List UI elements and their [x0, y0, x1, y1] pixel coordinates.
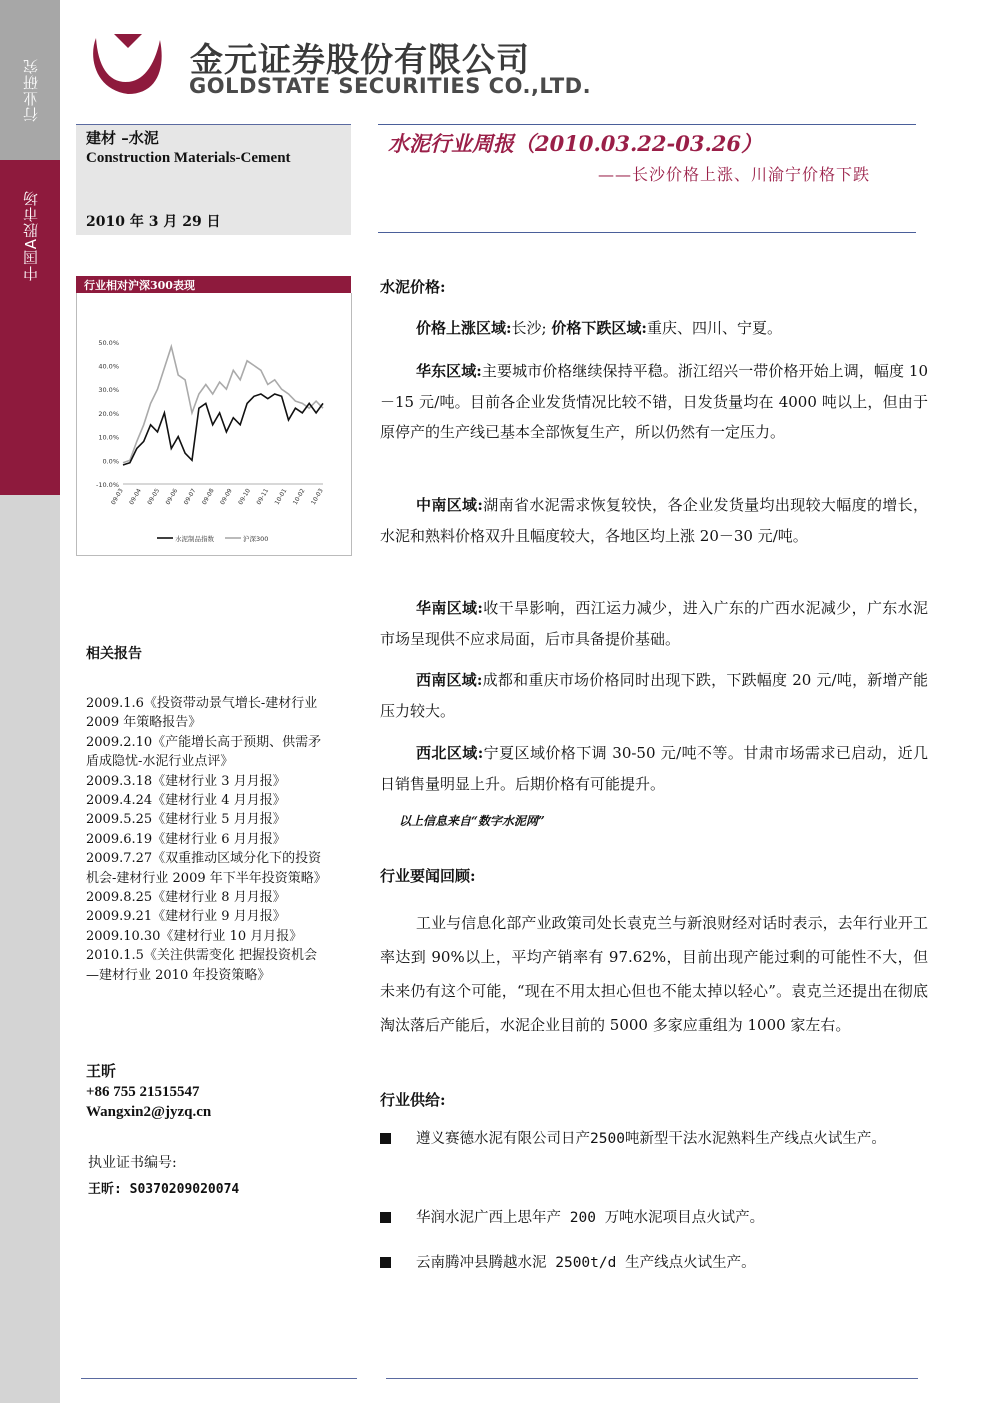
- author-email[interactable]: Wangxin2@jyzq.cn: [86, 1104, 212, 1120]
- x-tick-label: 09-11: [255, 487, 271, 507]
- footer-rule-right: [386, 1378, 918, 1379]
- central-label: 中南区域:: [416, 496, 483, 514]
- author-phone: +86 755 21515547: [86, 1084, 200, 1100]
- x-tick-label: 09-09: [219, 487, 234, 507]
- author-block: [86, 1062, 211, 1122]
- news-paragraph: 工业与信息化部产业政策司处长袁克兰与新浪财经对话时表示，去年行业开工率达到 90%以上，平均产销率有 97.62%，目前出现产能过剩的可能性不大，但未来仍有这个可能，“现在不用太担心但也不能太掉以轻心”。袁克兰还提出在彻底淘汰落后产能后，水泥企业目前的 5000 多家应重组为 1000 家左右。: [380, 914, 928, 1034]
- sidebar-top-band: [0, 0, 60, 160]
- news-heading: 行业要闻回顾:: [380, 867, 476, 885]
- title-rule-bottom: [378, 232, 916, 233]
- southwest-text: 成都和重庆市场价格同时出现下跌，下跌幅度 20 元/吨，新增产能压力较大。: [380, 671, 928, 720]
- supply-item: [380, 1203, 928, 1233]
- related-report-item: 2009.9.21《建材行业 9 月月报》: [86, 909, 286, 925]
- price-heading: 水泥价格:: [380, 278, 446, 296]
- related-report-item: 盾成隐忧-水泥行业点评》: [86, 754, 234, 770]
- down-regions: 重庆、四川、宁夏。: [646, 319, 782, 337]
- x-tick-label: 09-05: [146, 487, 162, 507]
- related-report-item: 2009.4.24《建材行业 4 月月报》: [86, 793, 286, 809]
- report-title: 水泥行业周报（2010.03.22-03.26）: [388, 131, 762, 156]
- related-report-item: 2009.2.10《产能增长高于预期、供需矛: [86, 734, 322, 750]
- y-tick-label: -10.0%: [96, 481, 119, 489]
- source-note: 以上信息来自“数字水泥网”: [399, 814, 545, 828]
- company-logo-icon: [88, 28, 168, 100]
- chart-header: [76, 276, 351, 293]
- related-report-item: 2009.3.18《建材行业 3 月月报》: [86, 773, 286, 789]
- chart-header-label: 行业相对沪深300表现: [84, 279, 195, 292]
- y-tick-label: 20.0%: [98, 409, 119, 418]
- sector-cn: 建材 –水泥: [86, 129, 159, 147]
- x-tick-label: 09-10: [237, 487, 253, 507]
- relative-performance-chart: [77, 294, 349, 554]
- south-paragraph: [380, 593, 928, 654]
- cert-label: 执业证书编号:: [88, 1155, 177, 1171]
- y-tick-label: 40.0%: [98, 362, 119, 371]
- price-summary: [416, 313, 928, 344]
- series-line: [123, 394, 323, 465]
- sidebar-top-label: 行业研究: [22, 58, 40, 122]
- northwest-label: 西北区域:: [416, 744, 484, 762]
- x-tick-label: 10-02: [291, 487, 307, 507]
- cert-number: 王昕: S0370209020074: [88, 1182, 240, 1197]
- east-text: 主要城市价格继续保持平稳。浙江绍兴一带价格开始上调，幅度 10－15 元/吨。目前各企业发货情况比较不错，日发货量均在 4000 吨以上，但由于原停产的生产线已基本全部恢复生产，所以仍然有一定压力。: [380, 362, 928, 441]
- y-tick-label: 50.0%: [98, 338, 119, 347]
- company-name-cn: 金元证券股份有限公司: [190, 40, 530, 79]
- bullet-square-icon: [380, 1133, 391, 1144]
- footer-rule-left: [81, 1378, 357, 1379]
- sector-en: Construction Materials-Cement: [86, 150, 291, 166]
- related-reports-list: [86, 694, 356, 985]
- central-text: 湖南省水泥需求恢复较快，各企业发货量均出现较大幅度的增长，水泥和熟料价格双升且幅度较大，各地区均上涨 20－30 元/吨。: [380, 496, 928, 545]
- x-tick-label: 09-08: [200, 487, 216, 507]
- sidebar-market-label: 中国A股市场: [22, 190, 40, 282]
- related-report-item: 2009.7.27《双重推动区域分化下的投资: [86, 851, 322, 867]
- report-date: 2010 年 3 月 29 日: [86, 214, 221, 230]
- y-tick-label: 10.0%: [98, 433, 119, 442]
- supply-item-text: 华润水泥广西上思年产 200 万吨水泥项目点火试产。: [416, 1210, 765, 1226]
- northwest-text: 宁夏区域价格下调 30-50 元/吨不等。甘肃市场需求已启动，近几日销售量明显上升。后期价格有可能提升。: [380, 744, 928, 793]
- x-tick-label: 09-04: [128, 487, 143, 507]
- x-tick-label: 10-03: [309, 487, 325, 507]
- related-report-item: 2010.1.5《关注供需变化 把握投资机会: [86, 948, 318, 964]
- related-report-item: 2009 年策略报告》: [86, 715, 202, 731]
- x-tick-label: 09-06: [164, 487, 180, 507]
- y-tick-label: 0.0%: [102, 457, 119, 466]
- sidebar-bottom-band: [0, 495, 60, 1403]
- x-tick-label: 09-03: [109, 487, 125, 507]
- legend-label: 沪深300: [243, 535, 269, 543]
- supply-item-text: 遵义赛德水泥有限公司日产2500吨新型干法水泥熟料生产线点火试生产。: [416, 1131, 886, 1147]
- legend-label: 水泥制品指数: [175, 535, 214, 543]
- supply-item-text: 云南腾冲县腾越水泥 2500t/d 生产线点火试生产。: [416, 1255, 756, 1271]
- bullet-square-icon: [380, 1257, 391, 1268]
- author-name: 王昕: [86, 1064, 117, 1080]
- east-label: 华东区域:: [416, 362, 482, 380]
- company-name-en: GOLDSTATE SECURITIES CO.,LTD.: [189, 74, 592, 98]
- related-report-item: 2009.8.25《建材行业 8 月月报》: [86, 890, 286, 906]
- down-label: 价格下跌区域:: [551, 319, 647, 337]
- related-report-item: 机会-建材行业 2009 年下半年投资策略》: [86, 870, 327, 886]
- report-subtitle: ——长沙价格上涨、川渝宁价格下跌: [598, 165, 871, 184]
- title-rule-top: [378, 124, 916, 125]
- series-line: [123, 347, 323, 463]
- up-regions: 长沙;: [511, 319, 547, 337]
- related-report-item: 2009.10.30《建材行业 10 月月报》: [86, 928, 303, 944]
- southwest-paragraph: [380, 665, 928, 726]
- northwest-paragraph: [380, 738, 928, 799]
- east-paragraph: [380, 356, 928, 448]
- x-tick-label: 09-07: [182, 487, 198, 507]
- southwest-label: 西南区域:: [416, 671, 483, 689]
- supply-heading: 行业供给:: [380, 1091, 446, 1109]
- up-label: 价格上涨区域:: [416, 319, 512, 337]
- supply-item: [380, 1124, 928, 1184]
- related-report-item: 2009.5.25《建材行业 5 月月报》: [86, 812, 286, 828]
- y-tick-label: 30.0%: [98, 386, 119, 395]
- related-report-item: 2009.6.19《建材行业 6 月月报》: [86, 831, 286, 847]
- central-paragraph: [380, 490, 928, 551]
- bullet-square-icon: [380, 1212, 391, 1223]
- related-report-item: —建材行业 2010 年投资策略》: [86, 967, 271, 983]
- related-report-item: 2009.1.6《投资带动景气增长-建材行业: [86, 696, 318, 711]
- x-tick-label: 10-01: [273, 487, 289, 507]
- related-reports-title: 相关报告: [86, 646, 142, 662]
- south-text: 收干旱影响，西江运力减少，进入广东的广西水泥减少，广东水泥市场呈现供不应求局面，后市具备提价基础。: [380, 599, 928, 648]
- south-label: 华南区域:: [416, 599, 483, 617]
- sidebar-market-band: [0, 160, 60, 495]
- supply-item: [380, 1248, 928, 1278]
